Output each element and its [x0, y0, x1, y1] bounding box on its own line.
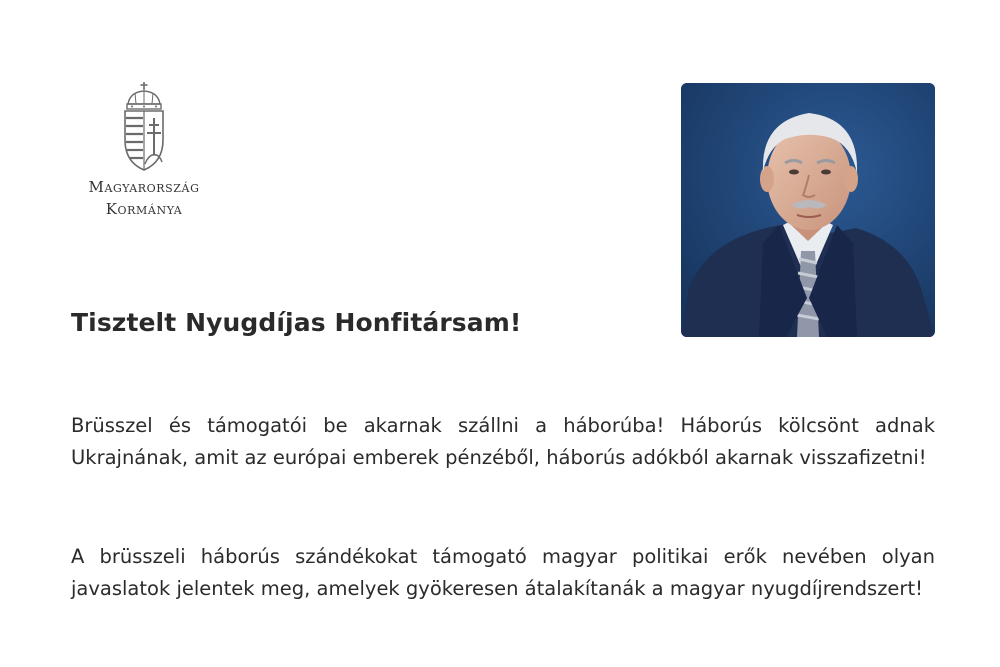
letter-paragraph-2: A brüsszeli háborús szándékokat támogató magyar politikai erők nevében olyan javaslatok jelentek meg, amelyek gyökeresen átalakítanák a magyar nyugdíjrendszert!: [71, 545, 935, 600]
author-portrait: [681, 83, 935, 337]
org-name-line-2: Kormánya: [105, 200, 183, 218]
letter-greeting: Tisztelt Nyugdíjas Honfitársam!: [71, 308, 522, 337]
letter-paragraph-1: Brüsszel és támogatói be akarnak szállni a háborúba! Háborús kölcsönt adnak Ukrajnának, amit az európai emberek pénzéből, háborús adókból akarnak visszafizetni!: [71, 414, 935, 469]
government-logo: [68, 80, 220, 225]
org-name-line-1: Magyarország: [88, 178, 200, 196]
portrait-image: [681, 83, 935, 337]
hungarian-coat-of-arms-icon: [120, 80, 168, 176]
